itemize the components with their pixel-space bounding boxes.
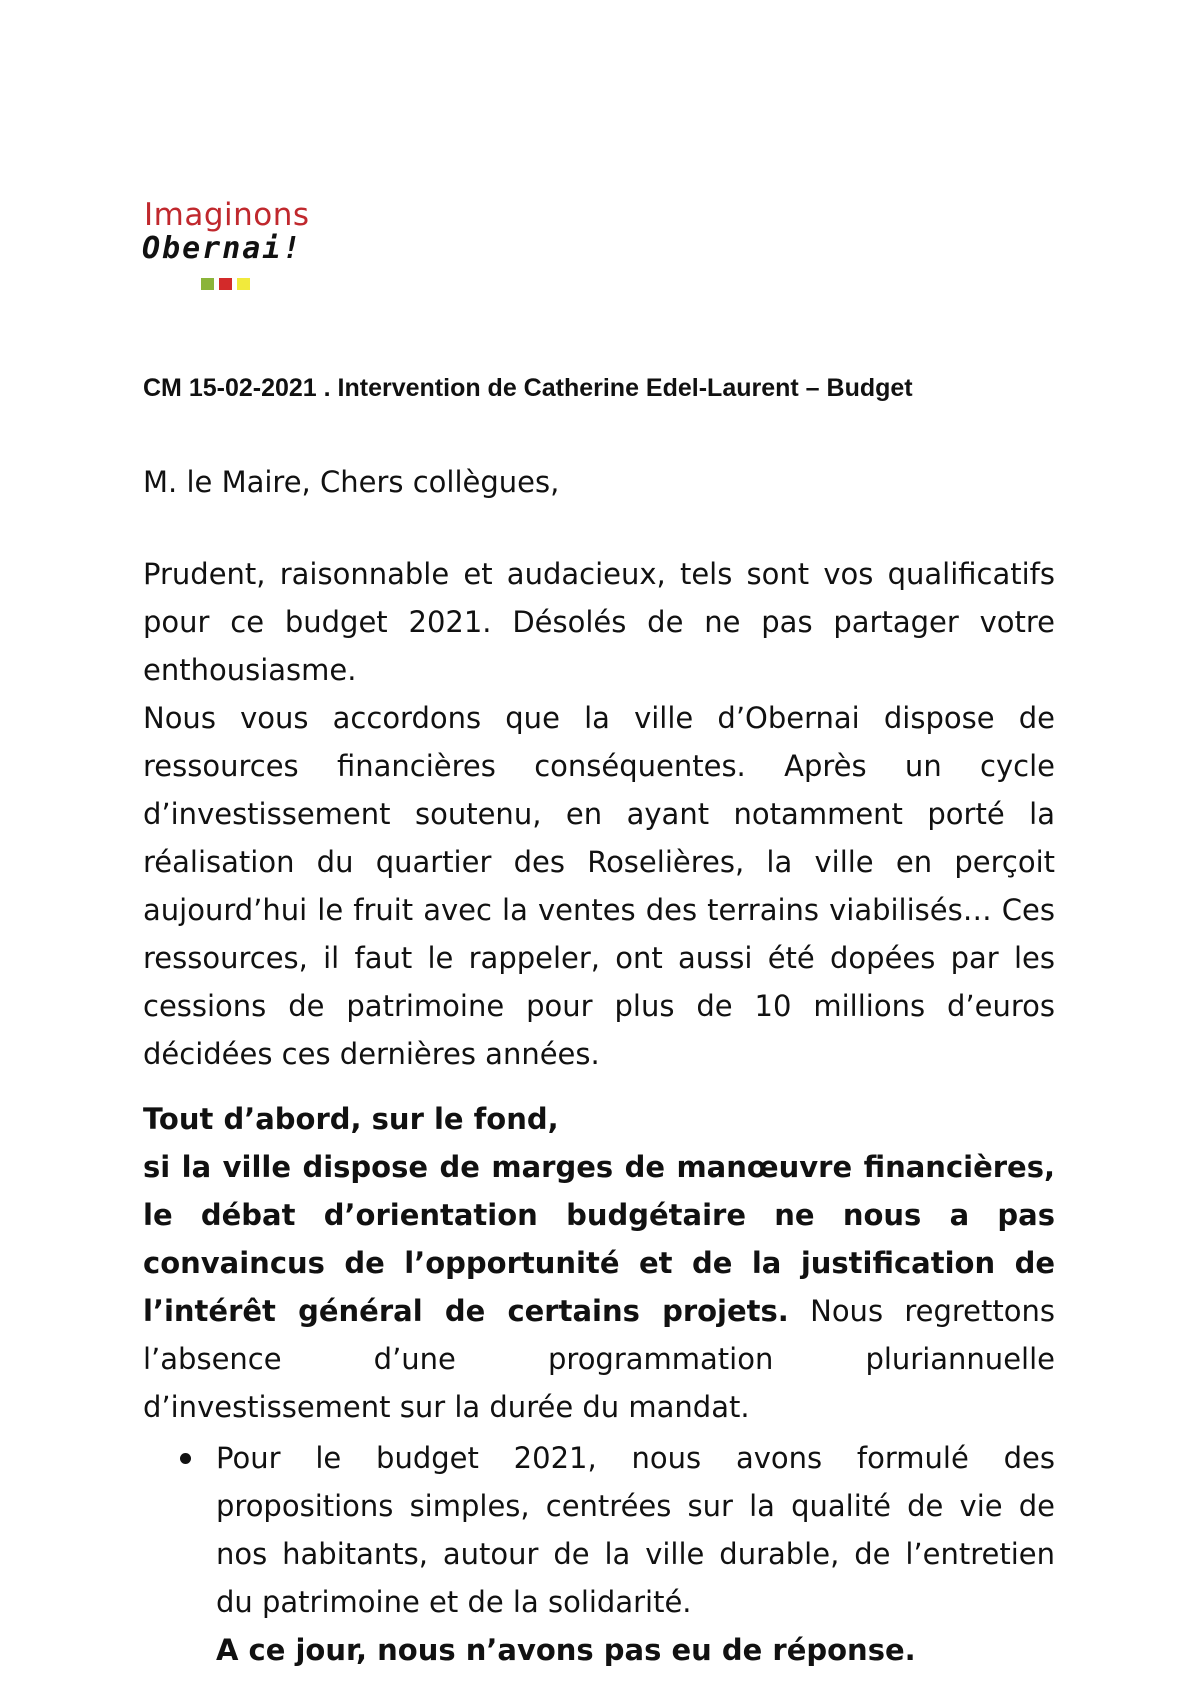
section-fond bbox=[143, 1095, 1055, 1431]
bullet-text: Pour le budget 2021, nous avons formulé des propositions simples, centrées sur la qualité de vie de nos habitants, autour de la ville durable, de l’entretien du patrimoine et de la solidarité. bbox=[216, 1441, 1055, 1619]
logo-square-red bbox=[219, 278, 232, 290]
logo-text-obernai: Obernai! bbox=[142, 231, 303, 266]
bullet-list bbox=[143, 1434, 1055, 1674]
bullet-dot-icon bbox=[180, 1453, 191, 1464]
intro-paragraphs bbox=[143, 550, 1055, 1078]
section-bold-text: si la ville dispose de marges de manœuvre financières, le débat d’orientation budgétaire ne nous a pas convaincus de l’opportunité et de la justification de l’intérêt général de certains projets. bbox=[143, 1150, 1055, 1328]
salutation: M. le Maire, Chers collègues, bbox=[143, 465, 560, 499]
document-title: CM 15-02-2021 . Intervention de Catherine Edel-Laurent – Budget bbox=[143, 374, 913, 402]
paragraph-2: Nous vous accordons que la ville d’Obernai dispose de ressources financières conséquentes. Après un cycle d’investissement soutenu, en ayant notamment porté la réalisation du quartier des Roselières, la ville en perçoit aujourd’hui le fruit avec la ventes des terrains viabilisés… Ces ressources, il faut le rappeler, ont aussi été dopées par les cessions de patrimoine pour plus de 10 millions d’euros décidées ces dernières années. bbox=[143, 701, 1055, 1071]
logo-square-yellow bbox=[237, 278, 250, 290]
paragraph-1: Prudent, raisonnable et audacieux, tels sont vos qualificatifs pour ce budget 2021. Désolés de ne pas partager votre enthousiasme. bbox=[143, 557, 1055, 687]
imaginons-obernai-logo bbox=[140, 198, 340, 298]
logo-color-squares bbox=[201, 278, 250, 290]
logo-square-green bbox=[201, 278, 214, 290]
section-normal-text: Nous regrettons l’absence d’une programmation pluriannuelle d’investissement sur la durée du mandat. bbox=[143, 1294, 1055, 1424]
logo-text-imaginons: Imaginons bbox=[144, 197, 310, 233]
section-paragraph bbox=[143, 1143, 1055, 1431]
section-heading: Tout d’abord, sur le fond, bbox=[143, 1102, 559, 1136]
bullet-item bbox=[143, 1434, 1055, 1626]
bullet-followup: A ce jour, nous n’avons pas eu de réponse. bbox=[216, 1633, 916, 1667]
